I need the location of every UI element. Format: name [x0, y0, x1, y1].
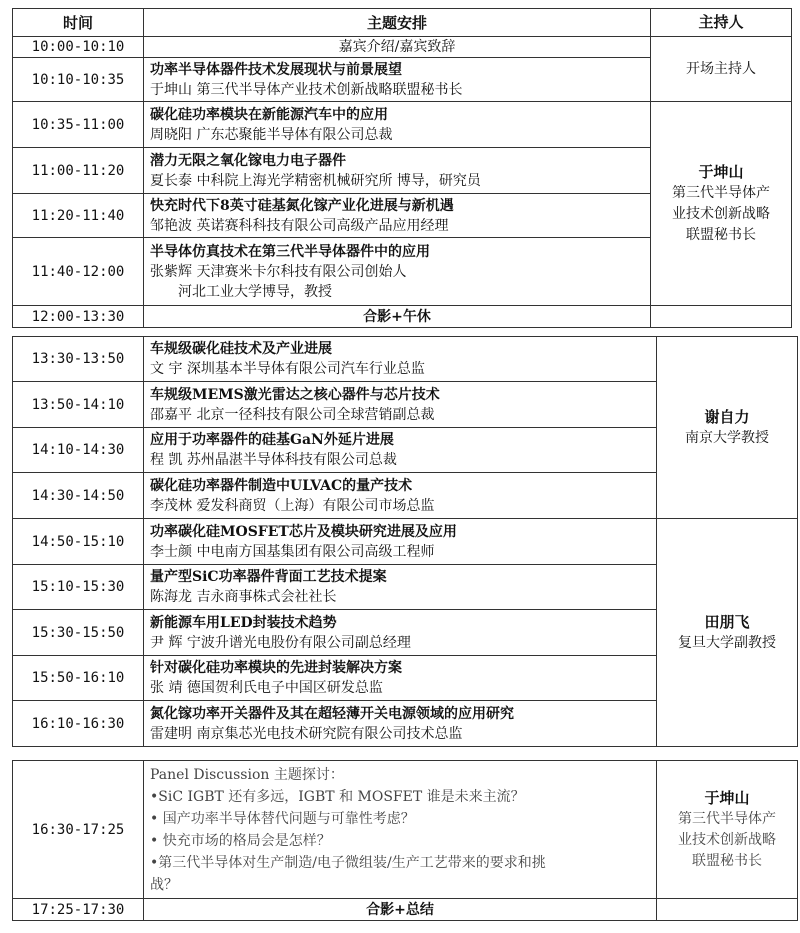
table-row	[13, 761, 798, 899]
talk-speaker: 李茂林 爱发科商贸（上海）有限公司市场总监	[150, 497, 435, 514]
empty-host-cell	[657, 899, 798, 921]
header-topic: 主题安排	[144, 9, 651, 37]
agenda-table-afternoon	[12, 336, 798, 747]
host-cell-morning	[651, 102, 792, 306]
topic-cell	[144, 565, 657, 610]
table-row	[13, 102, 792, 148]
time-cell: 14:30-14:50	[13, 473, 144, 519]
time-cell: 10:10-10:35	[13, 58, 144, 102]
host-role: 第三代半导体产业技术创新战略联盟秘书长	[672, 184, 770, 243]
talk-speaker: 程 凯 苏州晶湛半导体科技有限公司总裁	[150, 452, 397, 468]
talk-title: 快充时代下8英寸硅基氮化镓产业化进展与新机遇	[150, 197, 454, 214]
panel-bullet: •SiC IGBT 还有多远，IGBT 和 MOSFET 谁是未来主流？	[150, 788, 525, 805]
table-row	[13, 306, 792, 328]
host-role: 第三代半导体产业技术创新战略联盟秘书长	[678, 810, 776, 869]
table-row	[13, 37, 792, 58]
topic-cell	[144, 58, 651, 102]
topic-cell	[144, 610, 657, 656]
panel-bullet: • 快充市场的格局会是怎样？	[150, 832, 331, 849]
time-cell: 13:30-13:50	[13, 337, 144, 382]
host-name: 谢自力	[704, 407, 750, 426]
host-cell-afternoon-a	[657, 337, 798, 519]
host-name: 田朋飞	[704, 612, 750, 631]
talk-title: 潜力无限之氧化镓电力电子器件	[150, 152, 346, 169]
topic-cell	[144, 337, 657, 382]
talk-speaker: 文 宇 深圳基本半导体有限公司汽车行业总监	[150, 361, 425, 377]
topic-cell: 嘉宾介绍/嘉宾致辞	[144, 37, 651, 58]
talk-speaker: 张紫辉 天津赛米卡尔科技有限公司创始人	[150, 263, 407, 280]
talk-title: 功率碳化硅MOSFET芯片及模块研究进展及应用	[150, 523, 457, 540]
agenda-table-morning	[12, 8, 792, 328]
talk-title: 应用于功率器件的硅基GaN外延片进展	[150, 432, 394, 448]
talk-title: 新能源车用LED封装技术趋势	[150, 614, 337, 631]
panel-bullet: 战？	[150, 876, 178, 893]
talk-title: 碳化硅功率模块在新能源汽车中的应用	[150, 106, 388, 123]
time-cell: 16:30-17:25	[13, 761, 144, 899]
time-cell: 11:00-11:20	[13, 148, 144, 194]
panel-bullet: • 国产功率半导体替代问题与可靠性考虑？	[150, 810, 415, 827]
host-name: 于坤山	[698, 162, 744, 181]
topic-cell	[144, 382, 657, 428]
talk-speaker: 张 靖 德国贺利氏电子中国区研发总监	[150, 680, 383, 696]
time-cell: 14:50-15:10	[13, 519, 144, 565]
talk-speaker-2: 河北工业大学博导，教授	[178, 283, 332, 300]
talk-title: 功率半导体器件技术发展现状与前景展望	[150, 61, 402, 78]
talk-title: 碳化硅功率器件制造中ULVAC的量产技术	[150, 477, 413, 494]
time-cell: 16:10-16:30	[13, 701, 144, 747]
host-opening: 开场主持人	[651, 37, 792, 102]
time-cell: 11:40-12:00	[13, 238, 144, 306]
header-time: 时间	[13, 9, 144, 37]
talk-speaker: 邹艳波 英诺赛科科技有限公司高级产品应用经理	[150, 217, 449, 234]
host-name: 于坤山	[704, 788, 750, 807]
host-role: 复旦大学副教授	[678, 634, 776, 651]
talk-speaker: 尹 辉 宁波升谱光电股份有限公司副总经理	[150, 634, 411, 651]
host-cell-panel	[657, 761, 798, 899]
topic-cell	[144, 194, 651, 238]
time-cell: 13:50-14:10	[13, 382, 144, 428]
table-row	[13, 519, 798, 565]
table-row	[13, 899, 798, 921]
agenda-table-panel	[12, 760, 798, 921]
talk-title: 半导体仿真技术在第三代半导体器件中的应用	[150, 243, 430, 260]
talk-title: 量产型SiC功率器件背面工艺技术提案	[150, 569, 387, 585]
time-cell: 10:00-10:10	[13, 37, 144, 58]
talk-speaker: 于坤山 第三代半导体产业技术创新战略联盟秘书长	[150, 81, 463, 98]
host-role: 南京大学教授	[685, 429, 769, 446]
talk-speaker: 邵嘉平 北京一径科技有限公司全球营销副总裁	[150, 406, 435, 423]
header-host: 主持人	[651, 9, 792, 37]
panel-bullet: •第三代半导体对生产制造/电子微组装/生产工艺带来的要求和挑	[150, 854, 546, 871]
topic-cell	[144, 102, 651, 148]
host-cell-afternoon-b	[657, 519, 798, 747]
panel-title: Panel Discussion 主题探讨：	[150, 766, 344, 783]
topic-cell	[144, 428, 657, 473]
talk-speaker: 周晓阳 广东芯聚能半导体有限公司总裁	[150, 126, 393, 143]
talk-title: 针对碳化硅功率模块的先进封装解决方案	[150, 660, 402, 676]
topic-cell: 合影+总结	[144, 899, 657, 921]
topic-cell: 合影+午休	[144, 306, 651, 328]
topic-cell	[144, 473, 657, 519]
time-cell: 12:00-13:30	[13, 306, 144, 328]
time-cell: 10:35-11:00	[13, 102, 144, 148]
talk-title: 车规级碳化硅技术及产业进展	[150, 341, 332, 357]
time-cell: 15:30-15:50	[13, 610, 144, 656]
talk-title: 车规级MEMS激光雷达之核心器件与芯片技术	[150, 386, 440, 403]
topic-cell	[144, 148, 651, 194]
talk-speaker: 雷建明 南京集芯光电技术研究院有限公司技术总监	[150, 725, 463, 742]
talk-title: 氮化镓功率开关器件及其在超轻薄开关电源领域的应用研究	[150, 705, 514, 722]
talk-speaker: 李士颜 中电南方国基集团有限公司高级工程师	[150, 543, 435, 560]
talk-speaker: 夏长泰 中科院上海光学精密机械研究所 博导，研究员	[150, 172, 481, 189]
topic-cell	[144, 519, 657, 565]
time-cell: 14:10-14:30	[13, 428, 144, 473]
time-cell: 17:25-17:30	[13, 899, 144, 921]
table-row	[13, 337, 798, 382]
topic-cell	[144, 656, 657, 701]
time-cell: 15:10-15:30	[13, 565, 144, 610]
topic-cell	[144, 238, 651, 306]
talk-speaker: 陈海龙 吉永商事株式会社社长	[150, 589, 337, 605]
panel-cell	[144, 761, 657, 899]
empty-host-cell	[651, 306, 792, 328]
time-cell: 11:20-11:40	[13, 194, 144, 238]
time-cell: 15:50-16:10	[13, 656, 144, 701]
topic-cell	[144, 701, 657, 747]
